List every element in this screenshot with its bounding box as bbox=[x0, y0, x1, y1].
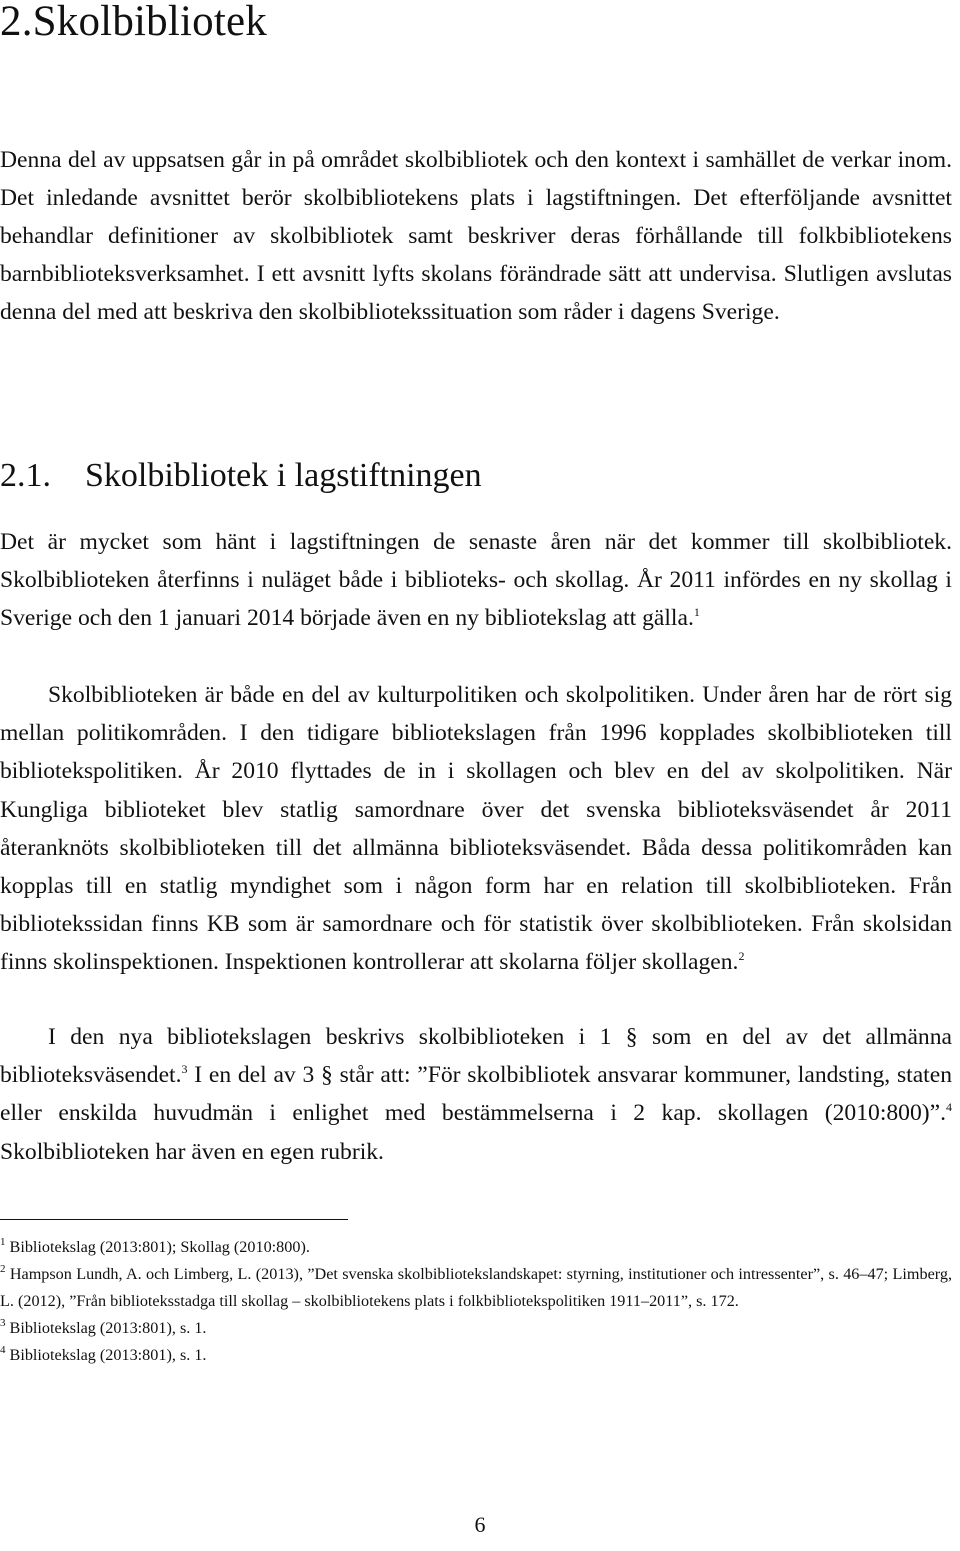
footnote-text: Bibliotekslag (2013:801), s. 1. bbox=[9, 1346, 207, 1365]
footnote-text: Hampson Lundh, A. och Limberg, L. (2013), ”Det svenska skolbibliotekslandskapet: styrning, institutioner och intressenter”, s. 46–47; Limberg, L. (2012), ”Från biblioteksstadga till skollag – skolbibliotekens plats i folkbibliotekspolitiken 1911–2011”, s. 172. bbox=[0, 1265, 952, 1311]
footnote-item bbox=[0, 1315, 952, 1342]
chapter-number: 2. bbox=[0, 0, 33, 45]
body-paragraph-2 bbox=[0, 676, 952, 982]
footnote-mark: 4 bbox=[0, 1344, 6, 1357]
section-heading bbox=[0, 452, 482, 500]
section-number: 2.1. bbox=[0, 457, 51, 494]
footnote-ref-3[interactable]: 3 bbox=[181, 1062, 188, 1077]
paragraph-text: Skolbiblioteken har även en egen rubrik. bbox=[0, 1138, 384, 1165]
footnote-item bbox=[0, 1234, 952, 1261]
chapter-heading bbox=[0, 0, 267, 50]
paragraph-text: I en del av 3 § står att: ”För skolbibliotek ansvarar kommuner, landsting, staten eller enskilda huvudmän i enlighet med bestämmelserna i 2 kap. skollagen (2010:800)”. bbox=[0, 1062, 952, 1127]
page-number: 6 bbox=[474, 1512, 486, 1537]
footnote-ref-2[interactable]: 2 bbox=[738, 949, 745, 964]
footnote-ref-1[interactable]: 1 bbox=[693, 605, 700, 620]
paragraph-text: Skolbiblioteken är både en del av kulturpolitiken och skolpolitiken. Under åren har de rört sig mellan politikområden. I den tidigare bibliotekslagen från 1996 kopplades skolbiblioteken till bibliotekspolitiken. År 2010 flyttades de in i skollagen och blev en del av skolpolitiken. När Kungliga biblioteket blev statlig samordnare över det svenska biblioteksväsendet år 2011 återanknöts skolbiblioteken till det allmänna biblioteksväsendet. Båda dessa politikområden kan kopplas till en statlig myndighet som i någon form har en relation till skolbiblioteken. Från bibliotekssidan finns KB som är samordnare och för statistik över skolbiblioteken. Från skolsidan finns skolinspektionen. Inspektionen kontrollerar att skolarna följer skollagen. bbox=[0, 682, 952, 976]
footnote-divider bbox=[0, 1219, 348, 1220]
footnote-item bbox=[0, 1261, 952, 1315]
footnote-item bbox=[0, 1342, 952, 1369]
footnote-mark: 1 bbox=[0, 1236, 6, 1248]
section-title: Skolbibliotek i lagstiftningen bbox=[85, 457, 482, 494]
footnote-mark: 3 bbox=[0, 1317, 6, 1330]
chapter-title: Skolbibliotek bbox=[32, 0, 267, 45]
body-paragraph-1 bbox=[0, 523, 952, 638]
footnote-text: Bibliotekslag (2013:801), s. 1. bbox=[9, 1319, 207, 1338]
footnote-ref-4[interactable]: 4 bbox=[946, 1100, 952, 1115]
intro-paragraph: Denna del av uppsatsen går in på området skolbibliotek och den kontext i samhället de verkar inom. Det inledande avsnittet berör skolbibliotekens plats i lagstiftningen. Det efterföljande avsnittet behandlar definitioner av skolbibliotek samt beskriver deras förhållande till folkbibliotekens barnbiblioteksverksamhet. I ett avsnitt lyfts skolans förändrade sätt att undervisa. Slutligen avslutas denna del med att beskriva den skolbibliotekssituation som råder i dagens Sverige. bbox=[0, 147, 952, 325]
footnote-mark: 2 bbox=[0, 1263, 6, 1276]
footnote-text: Bibliotekslag (2013:801); Skollag (2010:800). bbox=[9, 1238, 310, 1256]
footnote-list bbox=[0, 1234, 952, 1369]
paragraph-text: I den nya bibliotekslagen beskrivs skolbiblioteken i 1 § som en del av det allmänna biblioteksväsendet. bbox=[0, 1024, 952, 1089]
paragraph-text: Det är mycket som hänt i lagstiftningen de senaste åren när det kommer till skolbibliotek. Skolbiblioteken återfinns i nuläget både i biblioteks- och skollag. År 2011 infördes en ny skollag i Sverige och den 1 januari 2014 började även en ny bibliotekslag att gälla. bbox=[0, 529, 952, 632]
body-paragraph-3 bbox=[0, 1018, 952, 1171]
